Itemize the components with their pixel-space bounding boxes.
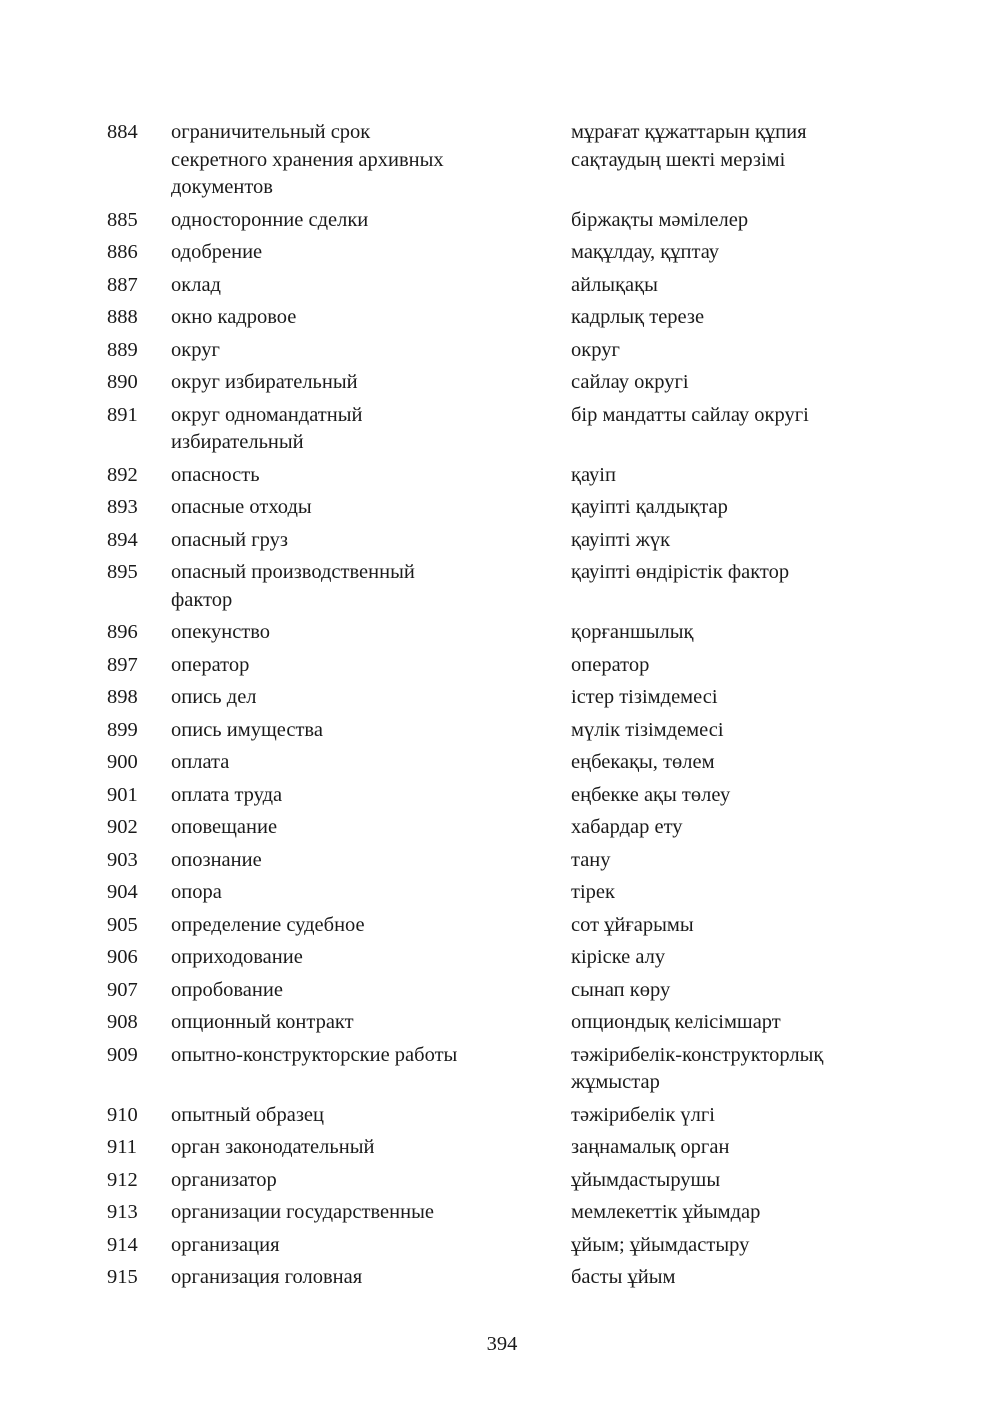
kazakh-term: ұйымдастырушы bbox=[571, 1168, 721, 1191]
glossary-entry bbox=[107, 462, 907, 490]
glossary-entry bbox=[107, 1264, 907, 1292]
kazakh-term: қауіпті өндірістік фактор bbox=[571, 561, 790, 583]
entry-number: 900 bbox=[107, 751, 138, 773]
entry-number: 897 bbox=[107, 653, 138, 676]
entry-number: 911 bbox=[107, 1136, 137, 1158]
glossary-list bbox=[107, 119, 907, 1297]
kazakh-term: мемлекеттік ұйымдар bbox=[571, 1201, 761, 1223]
kazakh-term: тәжірибелік-конструкторлық жұмыстар bbox=[571, 1043, 824, 1093]
glossary-entry bbox=[107, 272, 907, 300]
russian-term: опасность bbox=[171, 463, 260, 486]
entry-number: 894 bbox=[107, 528, 138, 551]
entry-number: 896 bbox=[107, 621, 138, 643]
glossary-entry bbox=[107, 402, 907, 457]
entry-number: 899 bbox=[107, 718, 138, 741]
russian-term: определение судебное bbox=[171, 913, 365, 936]
entry-number: 888 bbox=[107, 306, 138, 328]
entry-number: 889 bbox=[107, 338, 138, 361]
entry-number: 910 bbox=[107, 1103, 138, 1126]
kazakh-term: басты ұйым bbox=[571, 1266, 676, 1288]
glossary-entry bbox=[107, 684, 907, 712]
russian-term: одобрение bbox=[171, 241, 263, 263]
kazakh-term: округ bbox=[571, 338, 620, 361]
kazakh-term: опциондық келісімшарт bbox=[571, 1011, 781, 1033]
glossary-entry bbox=[107, 782, 907, 810]
entry-number: 902 bbox=[107, 816, 138, 838]
russian-term: организация bbox=[171, 1233, 280, 1256]
russian-term: опробование bbox=[171, 978, 283, 1001]
entry-number: 890 bbox=[107, 371, 138, 393]
russian-term: ограничительный срок секретного хранения архивных документов bbox=[171, 121, 444, 198]
glossary-entry bbox=[107, 1134, 907, 1162]
russian-term: опознание bbox=[171, 848, 262, 871]
russian-term: опытный образец bbox=[171, 1103, 324, 1126]
entry-number: 885 bbox=[107, 208, 138, 231]
glossary-entry bbox=[107, 1042, 907, 1097]
entry-number: 907 bbox=[107, 978, 138, 1001]
glossary-entry bbox=[107, 879, 907, 907]
glossary-entry bbox=[107, 1102, 907, 1130]
russian-term: опционный контракт bbox=[171, 1011, 354, 1033]
glossary-entry bbox=[107, 527, 907, 555]
page-number: 394 bbox=[486, 1333, 518, 1355]
kazakh-term: кадрлық терезе bbox=[571, 306, 705, 328]
entry-number: 904 bbox=[107, 881, 138, 903]
glossary-entry bbox=[107, 1232, 907, 1260]
russian-term: опора bbox=[171, 881, 222, 903]
entry-number: 908 bbox=[107, 1011, 138, 1033]
kazakh-term: қауіпті қалдықтар bbox=[571, 496, 728, 518]
glossary-entry bbox=[107, 749, 907, 777]
glossary-entry bbox=[107, 912, 907, 940]
kazakh-term: оператор bbox=[571, 653, 650, 676]
glossary-entry bbox=[107, 1199, 907, 1227]
russian-term: округ одномандатный избирательный bbox=[171, 403, 363, 453]
entry-number: 887 bbox=[107, 273, 138, 296]
kazakh-term: мүлік тізімдемесі bbox=[571, 718, 724, 741]
kazakh-term: бір мандатты сайлау округі bbox=[571, 403, 809, 426]
kazakh-term: мақұлдау, құптау bbox=[571, 241, 720, 263]
kazakh-term: ұйым; ұйымдастыру bbox=[571, 1233, 750, 1256]
kazakh-term: кіріске алу bbox=[571, 946, 666, 968]
entry-number: 914 bbox=[107, 1233, 138, 1256]
russian-term: окно кадровое bbox=[171, 306, 297, 328]
russian-term: опись имущества bbox=[171, 718, 323, 741]
russian-term: опасный груз bbox=[171, 528, 288, 551]
kazakh-term: қауіпті жүк bbox=[571, 528, 671, 551]
kazakh-term: тәжірибелік үлгі bbox=[571, 1103, 715, 1126]
entry-number: 903 bbox=[107, 848, 138, 871]
russian-term: опытно-конструкторские работы bbox=[171, 1043, 458, 1066]
kazakh-term: қорғаншылық bbox=[571, 621, 694, 643]
glossary-entry bbox=[107, 494, 907, 522]
kazakh-term: қауіп bbox=[571, 463, 616, 486]
entry-number: 893 bbox=[107, 496, 138, 518]
glossary-entry bbox=[107, 944, 907, 972]
kazakh-term: мұрағат құжаттарын құпия сақтаудың шекті мерзімі bbox=[571, 121, 807, 171]
entry-number: 898 bbox=[107, 686, 138, 708]
russian-term: округ избирательный bbox=[171, 371, 358, 393]
kazakh-term: тану bbox=[571, 848, 611, 871]
russian-term: оприходование bbox=[171, 946, 303, 968]
kazakh-term: еңбекке ақы төлеу bbox=[571, 783, 731, 806]
russian-term: оплата труда bbox=[171, 783, 283, 806]
glossary-entry bbox=[107, 717, 907, 745]
glossary-entry bbox=[107, 847, 907, 875]
glossary-entry bbox=[107, 559, 907, 614]
entry-number: 913 bbox=[107, 1201, 138, 1223]
kazakh-term: сот ұйғарымы bbox=[571, 913, 694, 936]
glossary-entry bbox=[107, 119, 907, 202]
russian-term: округ bbox=[171, 338, 220, 361]
russian-term: организация головная bbox=[171, 1266, 363, 1288]
entry-number: 886 bbox=[107, 241, 138, 263]
russian-term: односторонние сделки bbox=[171, 208, 369, 231]
glossary-entry bbox=[107, 814, 907, 842]
russian-term: опасный производственный фактор bbox=[171, 561, 415, 611]
russian-term: опасные отходы bbox=[171, 496, 312, 518]
glossary-entry bbox=[107, 1009, 907, 1037]
glossary-entry bbox=[107, 207, 907, 235]
glossary-entry bbox=[107, 337, 907, 365]
entry-number: 915 bbox=[107, 1266, 138, 1288]
entry-number: 895 bbox=[107, 561, 138, 583]
russian-term: опекунство bbox=[171, 621, 271, 643]
glossary-entry bbox=[107, 619, 907, 647]
russian-term: организатор bbox=[171, 1168, 277, 1191]
russian-term: оплата bbox=[171, 751, 230, 773]
russian-term: оператор bbox=[171, 653, 250, 676]
kazakh-term: еңбекақы, төлем bbox=[571, 751, 715, 773]
entry-number: 892 bbox=[107, 463, 138, 486]
glossary-entry bbox=[107, 239, 907, 267]
glossary-entry bbox=[107, 652, 907, 680]
kazakh-term: айлықақы bbox=[571, 273, 658, 296]
glossary-entry bbox=[107, 304, 907, 332]
kazakh-term: істер тізімдемесі bbox=[571, 686, 718, 708]
glossary-entry bbox=[107, 369, 907, 397]
kazakh-term: тірек bbox=[571, 881, 615, 903]
russian-term: организации государственные bbox=[171, 1201, 434, 1223]
russian-term: опись дел bbox=[171, 686, 257, 708]
entry-number: 884 bbox=[107, 121, 138, 143]
russian-term: орган законодательный bbox=[171, 1136, 375, 1158]
russian-term: оклад bbox=[171, 273, 221, 296]
entry-number: 891 bbox=[107, 403, 138, 426]
glossary-entry bbox=[107, 977, 907, 1005]
kazakh-term: хабардар ету bbox=[571, 816, 683, 838]
kazakh-term: заңнамалық орган bbox=[571, 1136, 730, 1158]
kazakh-term: біржақты мәмілелер bbox=[571, 208, 749, 231]
kazakh-term: сынап көру bbox=[571, 978, 671, 1001]
entry-number: 905 bbox=[107, 913, 138, 936]
entry-number: 909 bbox=[107, 1043, 138, 1066]
kazakh-term: сайлау округі bbox=[571, 371, 689, 393]
glossary-entry bbox=[107, 1167, 907, 1195]
entry-number: 906 bbox=[107, 946, 138, 968]
entry-number: 912 bbox=[107, 1168, 138, 1191]
entry-number: 901 bbox=[107, 783, 138, 806]
russian-term: оповещание bbox=[171, 816, 278, 838]
